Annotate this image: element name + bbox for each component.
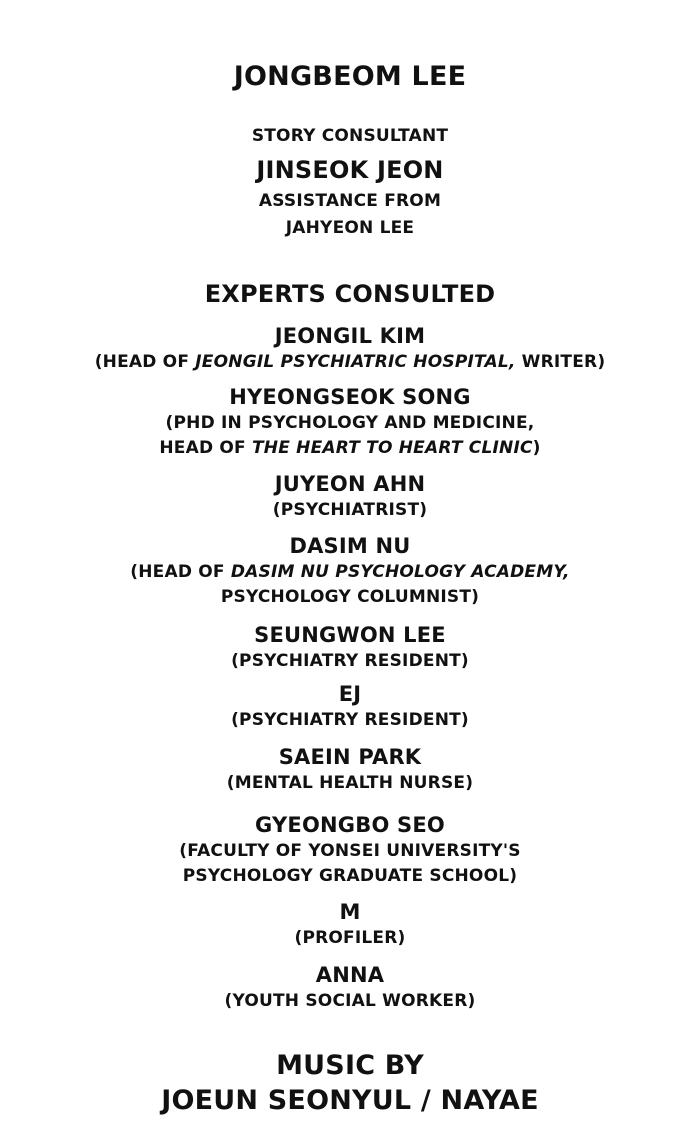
expert-description: (YOUTH SOCIAL WORKER) (224, 991, 476, 1011)
expert-description: (PSYCHIATRY RESIDENT) (231, 710, 469, 730)
music-names: JOEUN SEONYUL / NAYAE (161, 1085, 539, 1116)
author-name: JONGBEOM LEE (233, 61, 467, 92)
music-label: MUSIC BY (276, 1050, 424, 1081)
expert-description: PSYCHOLOGY GRADUATE SCHOOL) (182, 866, 518, 886)
expert-name: JUYEON AHN (274, 472, 426, 496)
expert-description (0, 440, 700, 457)
expert-name: M (339, 900, 361, 924)
experts-heading: EXPERTS CONSULTED (204, 280, 496, 308)
expert-description-text: ) (532, 438, 541, 458)
story-consultant-name: JINSEOK JEON (256, 156, 444, 184)
story-consultant-label: STORY CONSULTANT (251, 126, 449, 146)
expert-name: ANNA (315, 963, 385, 987)
expert-name: JEONGIL KIM (274, 324, 426, 348)
assistance-label: ASSISTANCE FROM (258, 191, 442, 211)
expert-description: (FACULTY OF YONSEI UNIVERSITY'S (179, 841, 521, 861)
expert-description (0, 354, 700, 371)
expert-description-text: (HEAD OF (130, 562, 231, 582)
expert-description-text: WRITER) (515, 352, 606, 372)
expert-description: (PROFILER) (294, 928, 406, 948)
expert-description-text: HEAD OF (159, 438, 252, 458)
expert-description-text: (HEAD OF (94, 352, 196, 372)
expert-description: (PHD IN PSYCHOLOGY AND MEDICINE, (165, 413, 535, 433)
expert-description: (MENTAL HEALTH NURSE) (226, 773, 474, 793)
expert-description (0, 564, 700, 581)
expert-institution: THE HEART TO HEART CLINIC (251, 438, 533, 458)
expert-description: (PSYCHIATRIST) (272, 500, 428, 520)
expert-name: GYEONGBO SEO (255, 813, 445, 837)
expert-description: PSYCHOLOGY COLUMNIST) (220, 587, 480, 607)
expert-name: HYEONGSEOK SONG (229, 385, 471, 409)
expert-description: (PSYCHIATRY RESIDENT) (231, 651, 469, 671)
assistance-name: JAHYEON LEE (285, 218, 415, 238)
expert-institution: JEONGIL PSYCHIATRIC HOSPITAL, (195, 352, 516, 372)
expert-name: SEUNGWON LEE (254, 623, 446, 647)
expert-institution: DASIM NU PSYCHOLOGY ACADEMY, (230, 562, 570, 582)
expert-name: EJ (338, 682, 362, 706)
expert-name: SAEIN PARK (278, 745, 422, 769)
expert-name: DASIM NU (289, 534, 411, 558)
